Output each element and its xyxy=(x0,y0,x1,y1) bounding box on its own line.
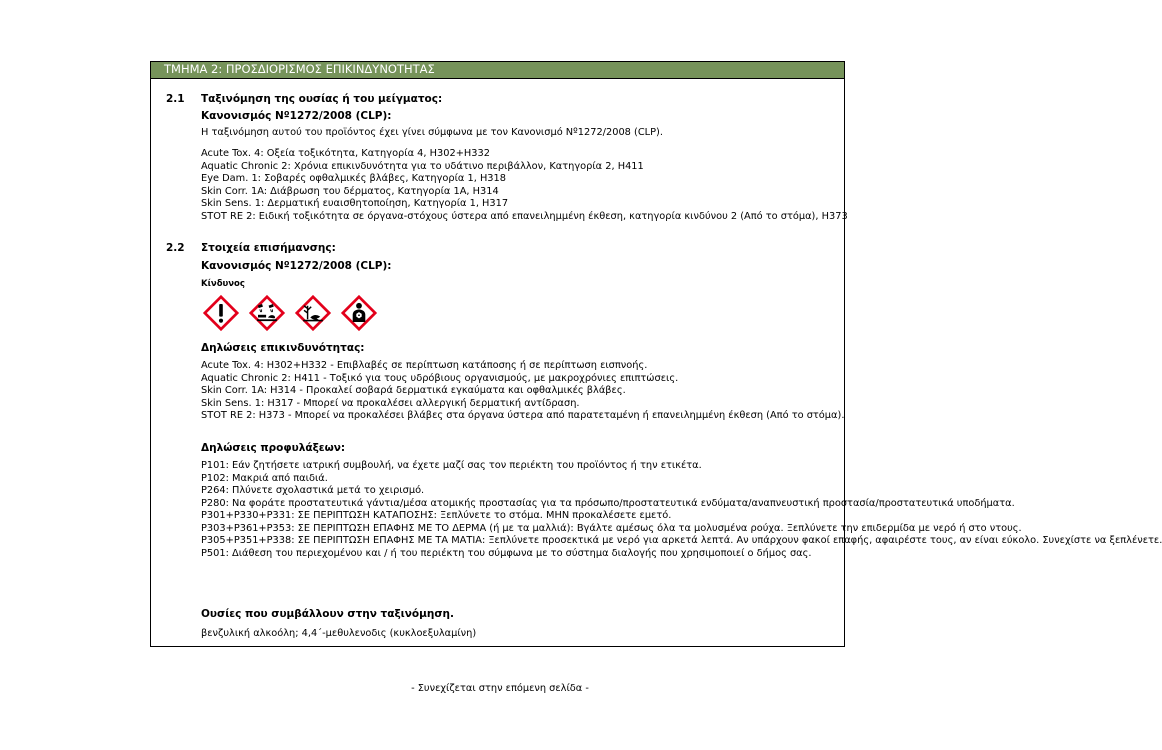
list-item: P101: Εάν ζητήσετε ιατρική συμβουλή, να έχετε μαζί σας τον περιέκτη του προϊόντος ή την ετικέτα. xyxy=(201,460,702,471)
section-title: ΤΜΗΜΑ 2: ΠΡΟΣΔΙΟΡΙΣΜΟΣ ΕΠΙΚΙΝΔΥΝΟΤΗΤΑΣ xyxy=(151,62,844,79)
list-item: Skin Sens. 1: H317 - Μπορεί να προκαλέσει αλλεργική δερματική αντίδραση. xyxy=(201,397,580,409)
list-item: P280: Να φοράτε προστατευτικά γάντια/μέσα ατομικής προστασίας για τα πρόσωπο/προστατευτικά ενδύματα/αναπνευστική προστασία/προστατευτικά υποδήματα. xyxy=(201,497,1015,509)
list-item: STOT RE 2: Ειδική τοξικότητα σε όργανα-στόχους ύστερα από επανειλημμένη έκθεση, κατηγορία κινδύνου 2 (Από το στόμα), H373 xyxy=(201,210,848,222)
exclamation-icon xyxy=(203,295,239,331)
precautionary-statements-list xyxy=(201,460,1162,560)
section-2-1-title: Ταξινόμηση της ουσίας ή του μείγματος: xyxy=(201,93,443,105)
list-item: Eye Dam. 1: Σοβαρές οφθαλμικές βλάβες, Κατηγορία 1, H318 xyxy=(201,173,507,184)
section-2-2-regulation: Κανονισμός Nº1272/2008 (CLP): xyxy=(201,260,392,272)
ghs-pictograms xyxy=(203,295,377,331)
list-item: P102: Μακριά από παιδιά. xyxy=(201,472,328,484)
list-item: Aquatic Chronic 2: H411 - Τοξικό για τους υδρόβιους οργανισμούς, με μακροχρόνιες επιπτώσεις. xyxy=(201,372,679,384)
substances-title: Ουσίες που συμβάλλουν στην ταξινόμηση. xyxy=(201,608,454,620)
list-item: P264: Πλύνετε σχολαστικά μετά το χειρισμό. xyxy=(201,485,425,496)
precautionary-statements-title: Δηλώσεις προφυλάξεων: xyxy=(201,442,346,454)
list-item: P303+P361+P353: ΣΕ ΠΕΡΙΠΤΩΣΗ ΕΠΑΦΗΣ ΜΕ ΤΟ ΔΕΡΜΑ (ή με τα μαλλιά): Βγάλτε αμέσως όλα τα μολυσμένα ρούχα. Ξεπλύνετε την επιδερμίδα με νερό ή στο ντους. xyxy=(201,522,1022,534)
section-2-1-regulation: Κανονισμός Nº1272/2008 (CLP): xyxy=(201,110,392,122)
continued-footer: - Συνεχίζεται στην επόμενη σελίδα - xyxy=(411,683,589,694)
section-2-1-number: 2.1 xyxy=(166,93,185,105)
list-item: Skin Corr. 1A: Διάβρωση του δέρματος, Κατηγορία 1A, H314 xyxy=(201,185,499,197)
hazard-statements-title: Δηλώσεις επικινδυνότητας: xyxy=(201,342,365,354)
signal-word: Κίνδυνος xyxy=(201,279,245,289)
list-item: Skin Corr. 1A: H314 - Προκαλεί σοβαρά δερματικά εγκαύματα και οφθαλμικές βλάβες. xyxy=(201,385,626,396)
classification-list xyxy=(201,148,848,223)
health-hazard-icon xyxy=(341,295,377,331)
corrosion-icon xyxy=(249,295,285,331)
section-2-2-title: Στοιχεία επισήμανσης: xyxy=(201,242,336,254)
environment-icon xyxy=(295,295,331,331)
list-item: P301+P330+P331: ΣΕ ΠΕΡΙΠΤΩΣΗ ΚΑΤΑΠΟΣΗΣ: Ξεπλύνετε το στόμα. ΜΗΝ προκαλέσετε εμετό. xyxy=(201,510,672,521)
list-item: Acute Tox. 4: Οξεία τοξικότητα, Κατηγορία 4, H302+H332 xyxy=(201,148,490,159)
section-2-box xyxy=(150,61,1162,647)
list-item: P305+P351+P338: ΣΕ ΠΕΡΙΠΤΩΣΗ ΕΠΑΦΗΣ ΜΕ ΤΑ ΜΑΤΙΑ: Ξεπλύνετε προσεκτικά με νερό για αρκετά λεπτά. Αν υπάρχουν φακοί επαφής, αφαιρέστε τους, αν είναι εύκολο. Συνεχίστε να ξεπλένετε. xyxy=(201,535,1162,546)
list-item: Skin Sens. 1: Δερματική ευαισθητοποίηση, Κατηγορία 1, H317 xyxy=(201,198,509,209)
section-2-2-number: 2.2 xyxy=(166,242,185,254)
list-item: Aquatic Chronic 2: Χρόνια επικινδυνότητα για το υδάτινο περιβάλλον, Κατηγορία 2, H411 xyxy=(201,160,644,172)
substances-text: βενζυλική αλκοόλη; 4,4΄-μεθυλενοδις (κυκλοεξυλαμίνη) xyxy=(201,628,477,639)
section-2-1-intro: Η ταξινόμηση αυτού του προϊόντος έχει γίνει σύμφωνα με τον Κανονισμό Nº1272/2008 (CLP). xyxy=(201,127,663,138)
hazard-statements-list xyxy=(201,360,844,423)
list-item: Acute Tox. 4: H302+H332 - Επιβλαβές σε περίπτωση κατάποσης ή σε περίπτωση εισπνοής. xyxy=(201,360,648,371)
list-item: STOT RE 2: H373 - Μπορεί να προκαλέσει βλάβες στα όργανα ύστερα από παρατεταμένη ή επανειλημμένη έκθεση (Από το στόμα). xyxy=(201,410,845,421)
list-item: P501: Διάθεση του περιεχομένου και / ή του περιέκτη του σύμφωνα με το σύστημα διαλογής που χρησιμοποιεί ο δήμος σας. xyxy=(201,547,812,559)
